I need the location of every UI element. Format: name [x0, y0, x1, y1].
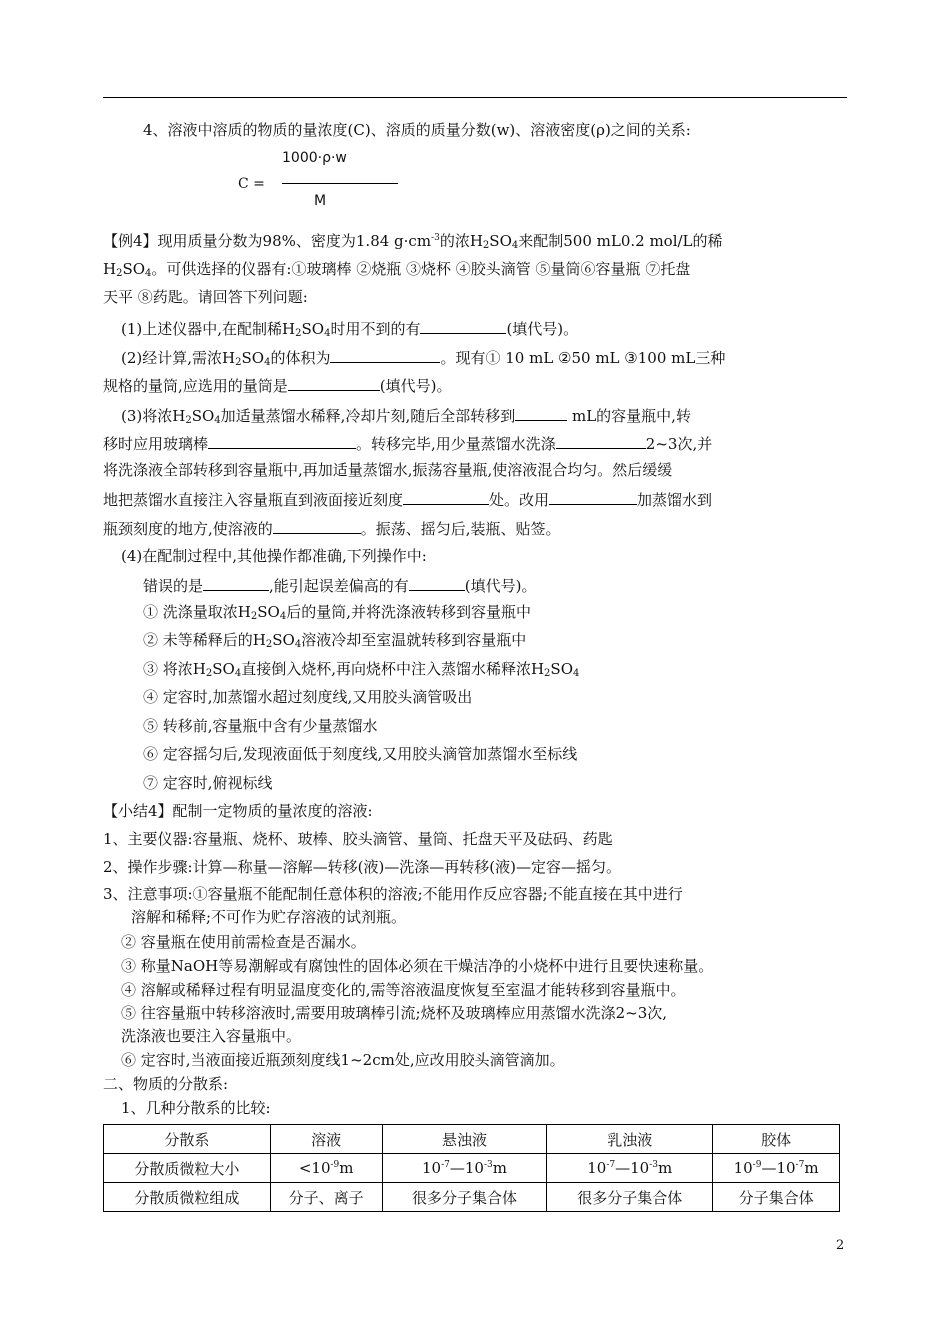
answer-blank[interactable]: [549, 488, 637, 505]
answer-blank[interactable]: [403, 488, 489, 505]
summary-4-point-1: 1、主要仪器:容量瓶、烧杯、玻棒、胶头滴管、量筒、托盘天平及砝码、药匙: [103, 830, 613, 848]
section-4-heading: 4、溶液中溶质的物质的量浓度(C)、溶质的质量分数(w)、溶液密度(ρ)之间的关系:: [143, 121, 691, 139]
dispersion-comparison-table: [103, 1124, 840, 1212]
option-3: ③ 将浓$H_2SO_4$直接倒入烧杯,再向烧杯中注入蒸馏水稀释浓$H_2SO_4$: [143, 660, 580, 679]
section-2-sub-1: 1、几种分散系的比较:: [121, 1099, 271, 1117]
answer-blank[interactable]: [208, 432, 356, 449]
table-cell: $10^{-7}—10^{-3}m$: [382, 1154, 547, 1183]
question-3-line-1: (3)将浓$H_2SO_4$加适量蒸馏水稀释,冷却片刻,随后全部转移到 mL的容量瓶中,转: [121, 404, 691, 426]
table-cell: $10^{-7}—10^{-3}m$: [547, 1154, 713, 1183]
question-3-line-2: 移时应用玻璃棒 。转移完毕,用少量蒸馏水洗涤 2~3次,并: [103, 432, 712, 454]
answer-blank[interactable]: [330, 346, 440, 363]
answer-blank[interactable]: [273, 517, 361, 534]
option-6: ⑥ 定容摇匀后,发现液面低于刻度线,又用胶头滴管加蒸馏水至标线: [143, 745, 578, 763]
summary-4-note-5: ⑤ 往容量瓶中转移溶液时,需要用玻璃棒引流;烧杯及玻璃棒应用蒸馏水洗涤2~3次,: [121, 1004, 668, 1022]
summary-4-title: 【小结4】配制一定物质的量浓度的溶液:: [103, 802, 373, 820]
table-cell: 很多分子集合体: [382, 1183, 547, 1212]
answer-blank[interactable]: [515, 404, 567, 421]
answer-blank[interactable]: [288, 374, 380, 391]
question-3-line-3: 将洗涤液全部转移到容量瓶中,再加适量蒸馏水,振荡容量瓶,使溶液混合均匀。然后缓缓: [103, 461, 673, 479]
answer-blank[interactable]: [420, 317, 506, 334]
option-4: ④ 定容时,加蒸馏水超过刻度线,又用胶头滴管吸出: [143, 688, 473, 706]
option-1: ① 洗涤量取浓$H_2SO_4$后的量筒,并将洗涤液转移到容量瓶中: [143, 603, 531, 622]
summary-4-note-3: ③ 称量NaOH等易潮解或有腐蚀性的固体必须在干燥洁净的小烧杯中进行且要快速称量。: [121, 957, 714, 975]
table-cell: $<10^{-9}m$: [270, 1154, 382, 1183]
formula-fraction-bar: [282, 183, 398, 184]
table-cell: 很多分子集合体: [547, 1183, 713, 1212]
option-7: ⑦ 定容时,俯视标线: [143, 774, 273, 792]
summary-4-note-4: ④ 溶解或稀释过程有明显温度变化的,需等溶液温度恢复至室温才能转移到容量瓶中。: [121, 981, 686, 999]
question-4: (4)在配制过程中,其他操作都准确,下列操作中:: [121, 547, 427, 565]
question-3-line-5: 瓶颈刻度的地方,使溶液的 。振荡、摇匀后,装瓶、贴签。: [103, 517, 561, 539]
page-number: 2: [836, 1238, 845, 1253]
table-header-cell: 分散系: [104, 1125, 271, 1154]
summary-4-point-3-cont: 溶解和稀释;不可作为贮存溶液的试剂瓶。: [131, 908, 407, 926]
question-2-line-2: 规格的量筒,应选用的量筒是 (填代号)。: [103, 374, 452, 396]
summary-4-note-2: ② 容量瓶在使用前需检查是否漏水。: [121, 933, 366, 951]
summary-4-point-2: 2、操作步骤:计算—称量—溶解—转移(液)—洗涤—再转移(液)—定容—摇匀。: [103, 858, 622, 876]
table-header-cell: 悬浊液: [382, 1125, 547, 1154]
table-cell: 分子、离子: [270, 1183, 382, 1212]
question-4-blanks: 错误的是 ,能引起误差偏高的有 (填代号)。: [143, 574, 537, 596]
option-2: ② 未等稀释后的$H_2SO_4$溶液冷却至室温就转移到容量瓶中: [143, 631, 527, 650]
formula-lhs: C =: [238, 176, 265, 192]
table-header-cell: 胶体: [713, 1125, 840, 1154]
table-cell: 分子集合体: [713, 1183, 840, 1212]
summary-4-note-5-cont: 洗涤液也要注入容量瓶中。: [121, 1027, 302, 1045]
header-rule: [103, 97, 847, 98]
table-header-cell: 乳浊液: [547, 1125, 713, 1154]
summary-4-note-6: ⑥ 定容时,当液面接近瓶颈刻度线1~2cm处,应改用胶头滴管滴加。: [121, 1051, 565, 1069]
question-2-line-1: (2)经计算,需浓$H_2SO_4$的体积为 。现有① 10 mL ②50 mL ③100 mL三种: [121, 346, 725, 368]
table-row: [104, 1183, 840, 1212]
example-4-line-1: 【例4】现用质量分数为98%、密度为1.84 $g\cdot cm^{-3}$的浓$H_2SO_4$来配制500 mL0.2 mol/L的稀: [103, 232, 723, 251]
formula-denominator: M: [314, 193, 327, 209]
table-cell: 分散质微粒组成: [104, 1183, 271, 1212]
summary-4-point-3: 3、注意事项:①容量瓶不能配制任意体积的溶液;不能用作反应容器;不能直接在其中进行: [103, 885, 683, 903]
table-row: [104, 1154, 840, 1183]
question-1: (1)上述仪器中,在配制稀$H_2SO_4$时用不到的有 (填代号)。: [121, 317, 578, 339]
question-3-line-4: 地把蒸馏水直接注入容量瓶直到液面接近刻度 处。改用 加蒸馏水到: [103, 488, 712, 510]
table-cell: $10^{-9}—10^{-7}m$: [713, 1154, 840, 1183]
answer-blank[interactable]: [203, 574, 269, 591]
section-2-title: 二、物质的分散系:: [103, 1075, 229, 1093]
example-4-line-2: $H_2SO_4$。可供选择的仪器有:①玻璃棒 ②烧瓶 ③烧杯 ④胶头滴管 ⑤量筒⑥容量瓶 ⑦托盘: [103, 260, 691, 279]
answer-blank[interactable]: [556, 432, 646, 449]
answer-blank[interactable]: [409, 574, 465, 591]
option-5: ⑤ 转移前,容量瓶中含有少量蒸馏水: [143, 717, 378, 735]
example-4-line-3: 天平 ⑧药匙。请回答下列问题:: [103, 288, 308, 306]
table-row: [104, 1125, 840, 1154]
table-cell: 分散质微粒大小: [104, 1154, 271, 1183]
formula-numerator: 1000·ρ·w: [282, 150, 347, 166]
table-header-cell: 溶液: [270, 1125, 382, 1154]
